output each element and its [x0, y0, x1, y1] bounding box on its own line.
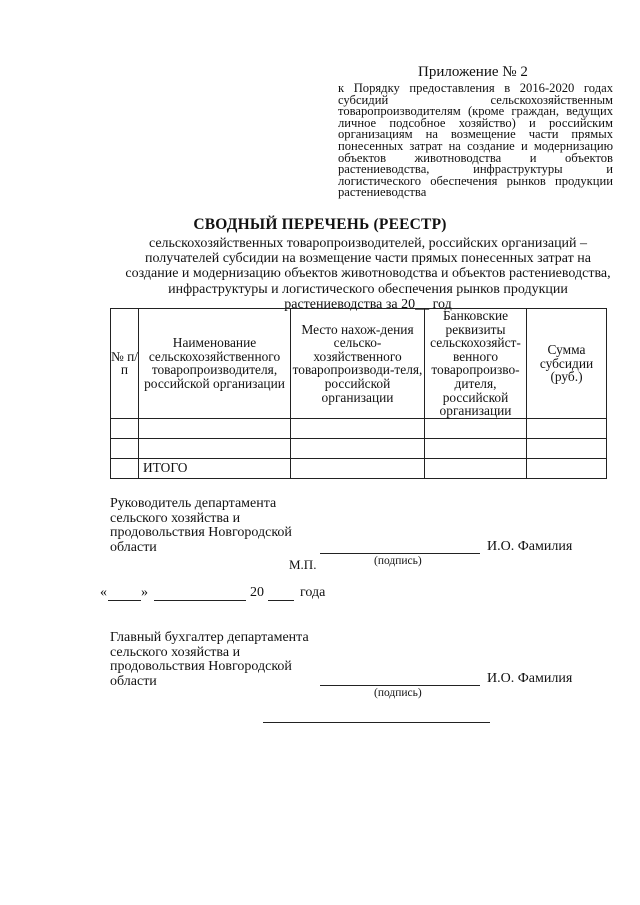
table-cell [425, 418, 527, 438]
col-header-location: Место нахож-дения сельско-хозяйственного товаропроизводи-теля, российской организации [291, 309, 425, 419]
table-cell [111, 438, 139, 458]
appendix-subtitle: к Порядку предоставления в 2016-2020 годах субсидий сельскохозяйственным товаропроизводителям (кроме граждан, ведущих личное подсобное хозяйство) и российским организациям на возмещение части прямых понесенных затрат на создание и модернизацию объектов животноводства и объектов растениеводства, инфраструктуры и логистического обеспечения рынков продукции растениеводства [338, 81, 613, 200]
closing-separator-line [263, 722, 490, 723]
date-year-line [268, 600, 294, 601]
table-cell [425, 438, 527, 458]
table-cell [527, 418, 607, 438]
table-header-row [111, 309, 607, 419]
col-header-subsidy-amount: Сумма субсидии (руб.) [527, 309, 607, 419]
table-cell [291, 458, 425, 478]
table-cell [111, 418, 139, 438]
col-header-number: № п/п [111, 309, 139, 419]
appendix-title: Приложение № 2 [418, 64, 528, 80]
head-signature-line [320, 553, 480, 554]
table-cell [291, 438, 425, 458]
registry-table [110, 308, 607, 479]
head-signature-caption: (подпись) [374, 555, 422, 567]
date-day-line [108, 600, 141, 601]
accountant-signature-caption: (подпись) [374, 687, 422, 699]
table-cell [139, 418, 291, 438]
accountant-name: И.О. Фамилия [487, 671, 573, 686]
accountant-signature-line [320, 685, 480, 686]
stamp-mark: М.П. [289, 557, 317, 572]
col-header-bank-details: Банковские реквизиты сельскохозяйст-венного товаропроизво-дителя, российской организации [425, 309, 527, 419]
table-cell [139, 438, 291, 458]
table-cell [291, 418, 425, 438]
head-signatory-name: И.О. Фамилия [487, 539, 573, 554]
date-century: 20 [250, 585, 264, 600]
table-cell [111, 458, 139, 478]
table-cell [527, 458, 607, 478]
date-close-quote: » [141, 585, 148, 600]
date-month-line [154, 600, 246, 601]
date-year-word: года [300, 585, 326, 600]
table-row [111, 438, 607, 458]
accountant-title: Главный бухгалтер департамента сельского хозяйства и продовольствия Новгородской области [110, 630, 309, 689]
table-cell [425, 458, 527, 478]
document-subtitle: сельскохозяйственных товаропроизводителей, российских организаций – получателей субсидии на возмещение части прямых понесенных затрат на создание и модернизацию объектов животноводства и объектов растениеводства, инфраструктуры и логистического обеспечения рынков продукции растениеводства за 20__ год [125, 236, 611, 312]
head-signatory-title: Руководитель департамента сельского хозяйства и продовольствия Новгородской области [110, 496, 292, 555]
table-row [111, 418, 607, 438]
document-title: СВОДНЫЙ ПЕРЕЧЕНЬ (РЕЕСТР) [193, 216, 447, 233]
table-cell [527, 438, 607, 458]
table-total-row [111, 458, 607, 478]
total-label: ИТОГО [139, 458, 291, 478]
col-header-name: Наименование сельскохозяйственного товаропроизводителя, российской организации [139, 309, 291, 419]
date-open-quote: « [100, 585, 107, 600]
